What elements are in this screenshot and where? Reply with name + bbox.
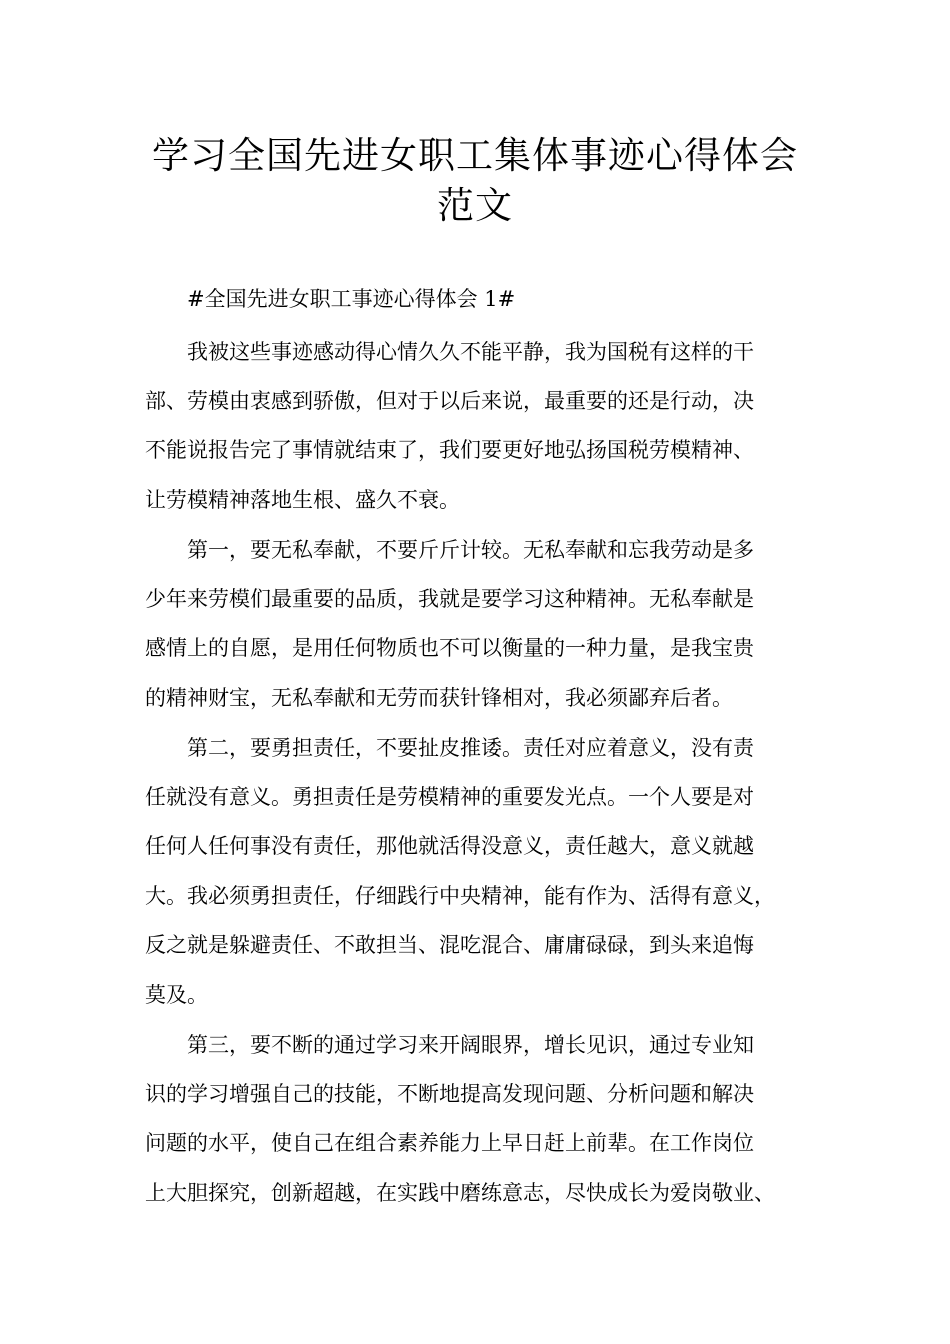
- paragraph-line: 我被这些事迹感动得心情久久不能平静，我为国税有这样的干: [187, 340, 754, 364]
- paragraph-line: 第二，要勇担责任，不要扯皮推诿。责任对应着意义，没有责: [187, 736, 754, 760]
- paragraph-line: 少年来劳模们最重要的品质，我就是要学习这种精神。无私奉献是: [145, 587, 754, 611]
- document-title-line-1: 学习全国先进女职工集体事迹心得体会: [152, 134, 798, 177]
- section-heading: #全国先进女职工事迹心得体会 1#: [187, 287, 516, 311]
- paragraph-line: 让劳模精神落地生根、盛久不衰。: [145, 488, 460, 512]
- paragraph-line: 的精神财宝，无私奉献和无劳而获针锋相对，我必须鄙弃后者。: [145, 686, 733, 710]
- paragraph-line: 部、劳模由衷感到骄傲，但对于以后来说，最重要的还是行动，决: [145, 389, 754, 413]
- paragraph-line: 大。我必须勇担责任，仔细践行中央精神，能有作为、活得有意义，: [145, 884, 775, 908]
- document-title-line-2: 范文: [437, 184, 513, 227]
- paragraph-line: 任就没有意义。勇担责任是劳模精神的重要发光点。一个人要是对: [145, 785, 754, 809]
- paragraph-line: 不能说报告完了事情就结束了，我们要更好地弘扬国税劳模精神、: [145, 438, 754, 462]
- paragraph-line: 莫及。: [145, 983, 208, 1007]
- paragraph-line: 感情上的自愿，是用任何物质也不可以衡量的一种力量，是我宝贵: [145, 636, 754, 660]
- paragraph-line: 识的学习增强自己的技能，不断地提高发现问题、分析问题和解决: [145, 1082, 754, 1106]
- paragraph-line: 上大胆探究，创新超越，在实践中磨练意志，尽快成长为爱岗敬业、: [145, 1181, 775, 1205]
- paragraph-line: 问题的水平，使自己在组合素养能力上早日赶上前辈。在工作岗位: [145, 1131, 754, 1155]
- paragraph-line: 第三，要不断的通过学习来开阔眼界，增长见识，通过专业知: [187, 1033, 754, 1057]
- paragraph-line: 任何人任何事没有责任，那他就活得没意义，责任越大，意义就越: [145, 834, 754, 858]
- paragraph-line: 第一，要无私奉献，不要斤斤计较。无私奉献和忘我劳动是多: [187, 538, 754, 562]
- paragraph-line: 反之就是躲避责任、不敢担当、混吃混合、庸庸碌碌，到头来追悔: [145, 933, 754, 957]
